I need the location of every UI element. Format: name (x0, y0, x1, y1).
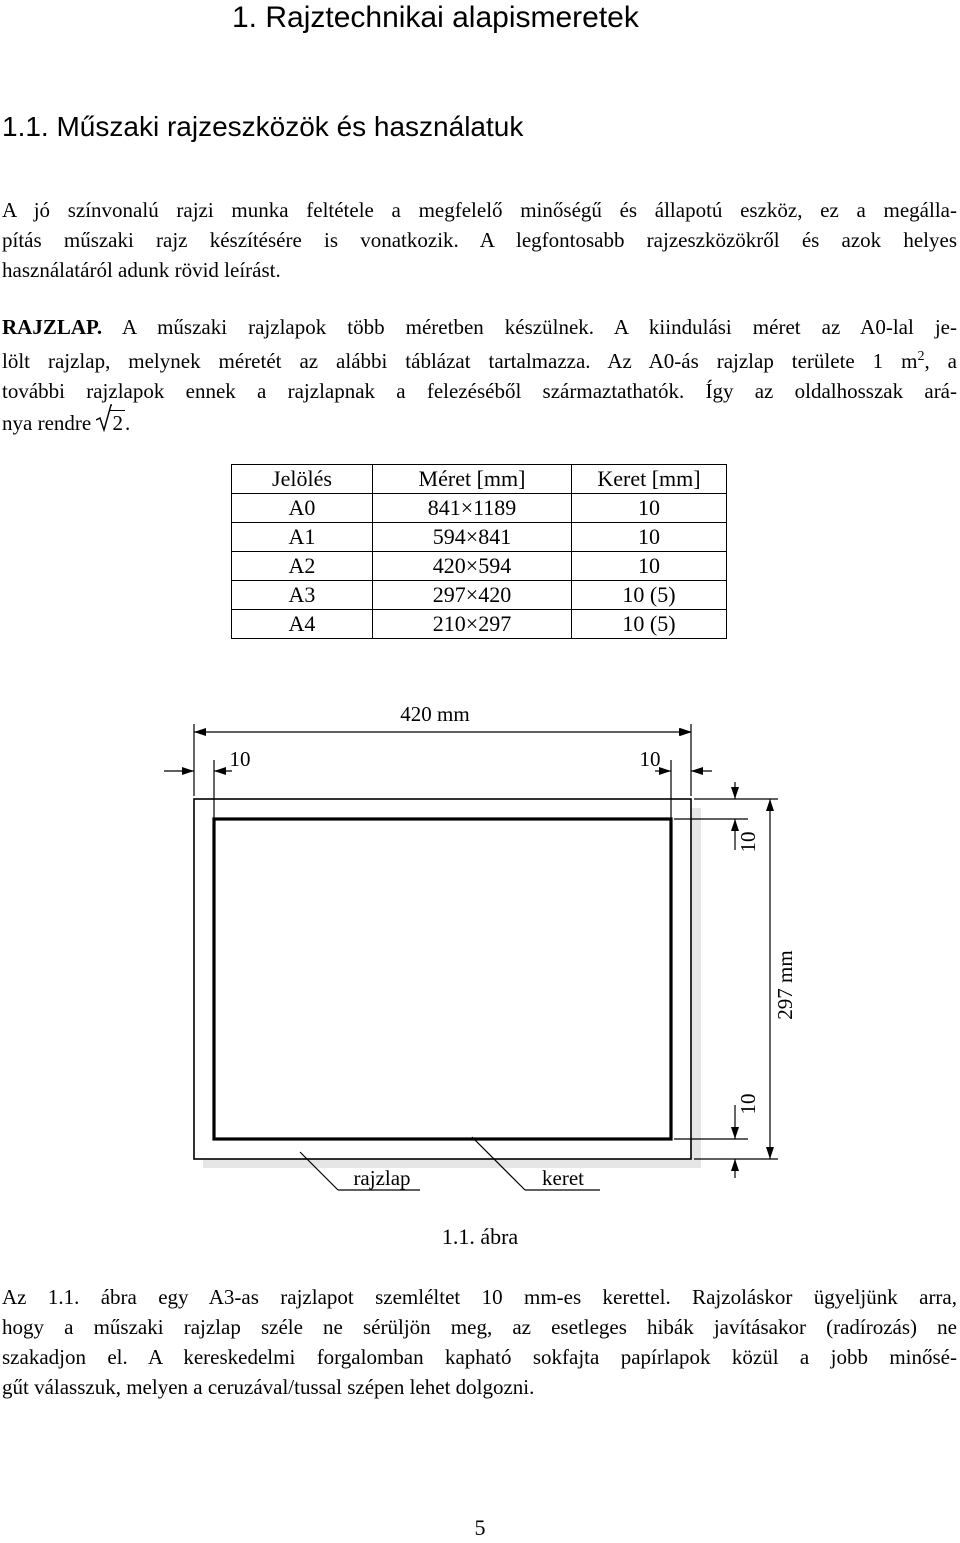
rajzlap-line2-text: lölt rajzlap, melynek méretét az alábbi táblázat tartalmazza. Az A0-ás rajzlap területe 1 m (2, 349, 918, 373)
sheet-frame-diagram (0, 680, 960, 1220)
height-label: 297 mm (773, 950, 797, 1020)
table-header: Keret [mm] (572, 465, 727, 494)
closing-paragraph (2, 1282, 957, 1402)
superscript: 2 (917, 349, 925, 364)
rajzlap-paragraph (2, 312, 957, 438)
rajzlap-line (2, 342, 957, 376)
table-cell: 10 (572, 523, 727, 552)
bottom-margin-label: 10 (736, 1093, 760, 1115)
closing-line: hogy a műszaki rajzlap széle ne sérüljön meg, az esetleges hibák javításakor (radírozás) ne (2, 1315, 957, 1339)
table-cell: 10 (5) (572, 581, 727, 610)
chapter-heading: 1. Rajztechnikai alapismeretek (232, 1, 639, 34)
sqrt-symbol (96, 408, 125, 438)
closing-line: Az 1.1. ábra egy A3-as rajzlapot szemléltet 10 mm-es kerettel. Rajzoláskor ügyeljünk arra, (2, 1285, 957, 1309)
rajzlap-line: további rajzlapok ennek a rajzlapnak a felezéséből származtathatók. Így az oldalhosszak ará- (2, 379, 957, 403)
table-cell: 841×1189 (373, 494, 572, 523)
table-cell: 10 (572, 494, 727, 523)
table-header: Jelölés (232, 465, 373, 494)
arrow-head (691, 767, 703, 775)
rajzlap-line4-text: nya rendre (2, 411, 97, 435)
table-cell: A4 (232, 610, 373, 639)
arrow-head (731, 1127, 739, 1139)
closing-line: szakadjon el. A kereskedelmi forgalomban kapható sokfajta papírlapok közül a jobb minősé- (2, 1345, 957, 1369)
table-cell: 10 (572, 552, 727, 581)
table-row (232, 552, 727, 581)
sqrt-radicand: 2 (112, 411, 123, 435)
left-margin-label: 10 (229, 747, 251, 771)
closing-line: gűt válasszuk, melyen a ceruzával/tussal szépen lehet dolgozni. (2, 1375, 535, 1399)
frame-label: keret (542, 1166, 584, 1190)
sheet-label: rajzlap (353, 1166, 411, 1190)
width-label: 420 mm (400, 702, 470, 726)
intro-line: használatáról adunk rövid leírást. (2, 258, 281, 282)
arrow-head (194, 728, 206, 736)
table-row (232, 494, 727, 523)
rajzlap-line2-end: , a (924, 349, 957, 373)
rajzlap-line1-text: A műszaki rajzlapok több méretben készülnek. A kiindulási méret az A0-lal je- (102, 315, 957, 339)
sqrt-radical-icon (96, 404, 112, 432)
table-cell: 420×594 (373, 552, 572, 581)
arrow-head (766, 1147, 774, 1159)
table-row (232, 581, 727, 610)
table-cell: A3 (232, 581, 373, 610)
arrow-head (679, 728, 691, 736)
rajzlap-lead: RAJZLAP. (2, 315, 103, 339)
arrow-head (731, 787, 739, 799)
table-cell: 210×297 (373, 610, 572, 639)
paper-size-table (231, 464, 727, 639)
arrow-head (214, 767, 226, 775)
rajzlap-line (2, 408, 957, 438)
table-cell: 594×841 (373, 523, 572, 552)
rajzlap-line4-end: . (124, 411, 131, 435)
table-header-row (232, 465, 727, 494)
sheet-outline (194, 799, 691, 1159)
top-margin-label: 10 (736, 831, 760, 853)
table-row (232, 610, 727, 639)
section-heading: 1.1. Műszaki rajzeszközök és használatuk (2, 111, 524, 142)
figure-caption: 1.1. ábra (441, 1224, 519, 1249)
arrow-head (182, 767, 194, 775)
arrow-head (766, 799, 774, 811)
table-cell: 297×420 (373, 581, 572, 610)
arrow-head (659, 767, 671, 775)
page-number: 5 (474, 1515, 486, 1540)
table-cell: A1 (232, 523, 373, 552)
right-margin-label: 10 (639, 747, 661, 771)
arrow-head (731, 819, 739, 831)
table-header: Méret [mm] (373, 465, 572, 494)
table-cell: A0 (232, 494, 373, 523)
rajzlap-line (2, 312, 957, 342)
intro-paragraph (2, 195, 957, 285)
intro-line: A jó színvonalú rajzi munka feltétele a megfelelő minőségű és állapotú eszköz, ez a megálla- (2, 198, 957, 222)
arrow-head (731, 1159, 739, 1171)
table-cell: 10 (5) (572, 610, 727, 639)
table-row (232, 523, 727, 552)
table-cell: A2 (232, 552, 373, 581)
intro-line: pítás műszaki rajz készítésére is vonatkozik. A legfontosabb rajzeszközökről és azok helyes (2, 228, 957, 252)
